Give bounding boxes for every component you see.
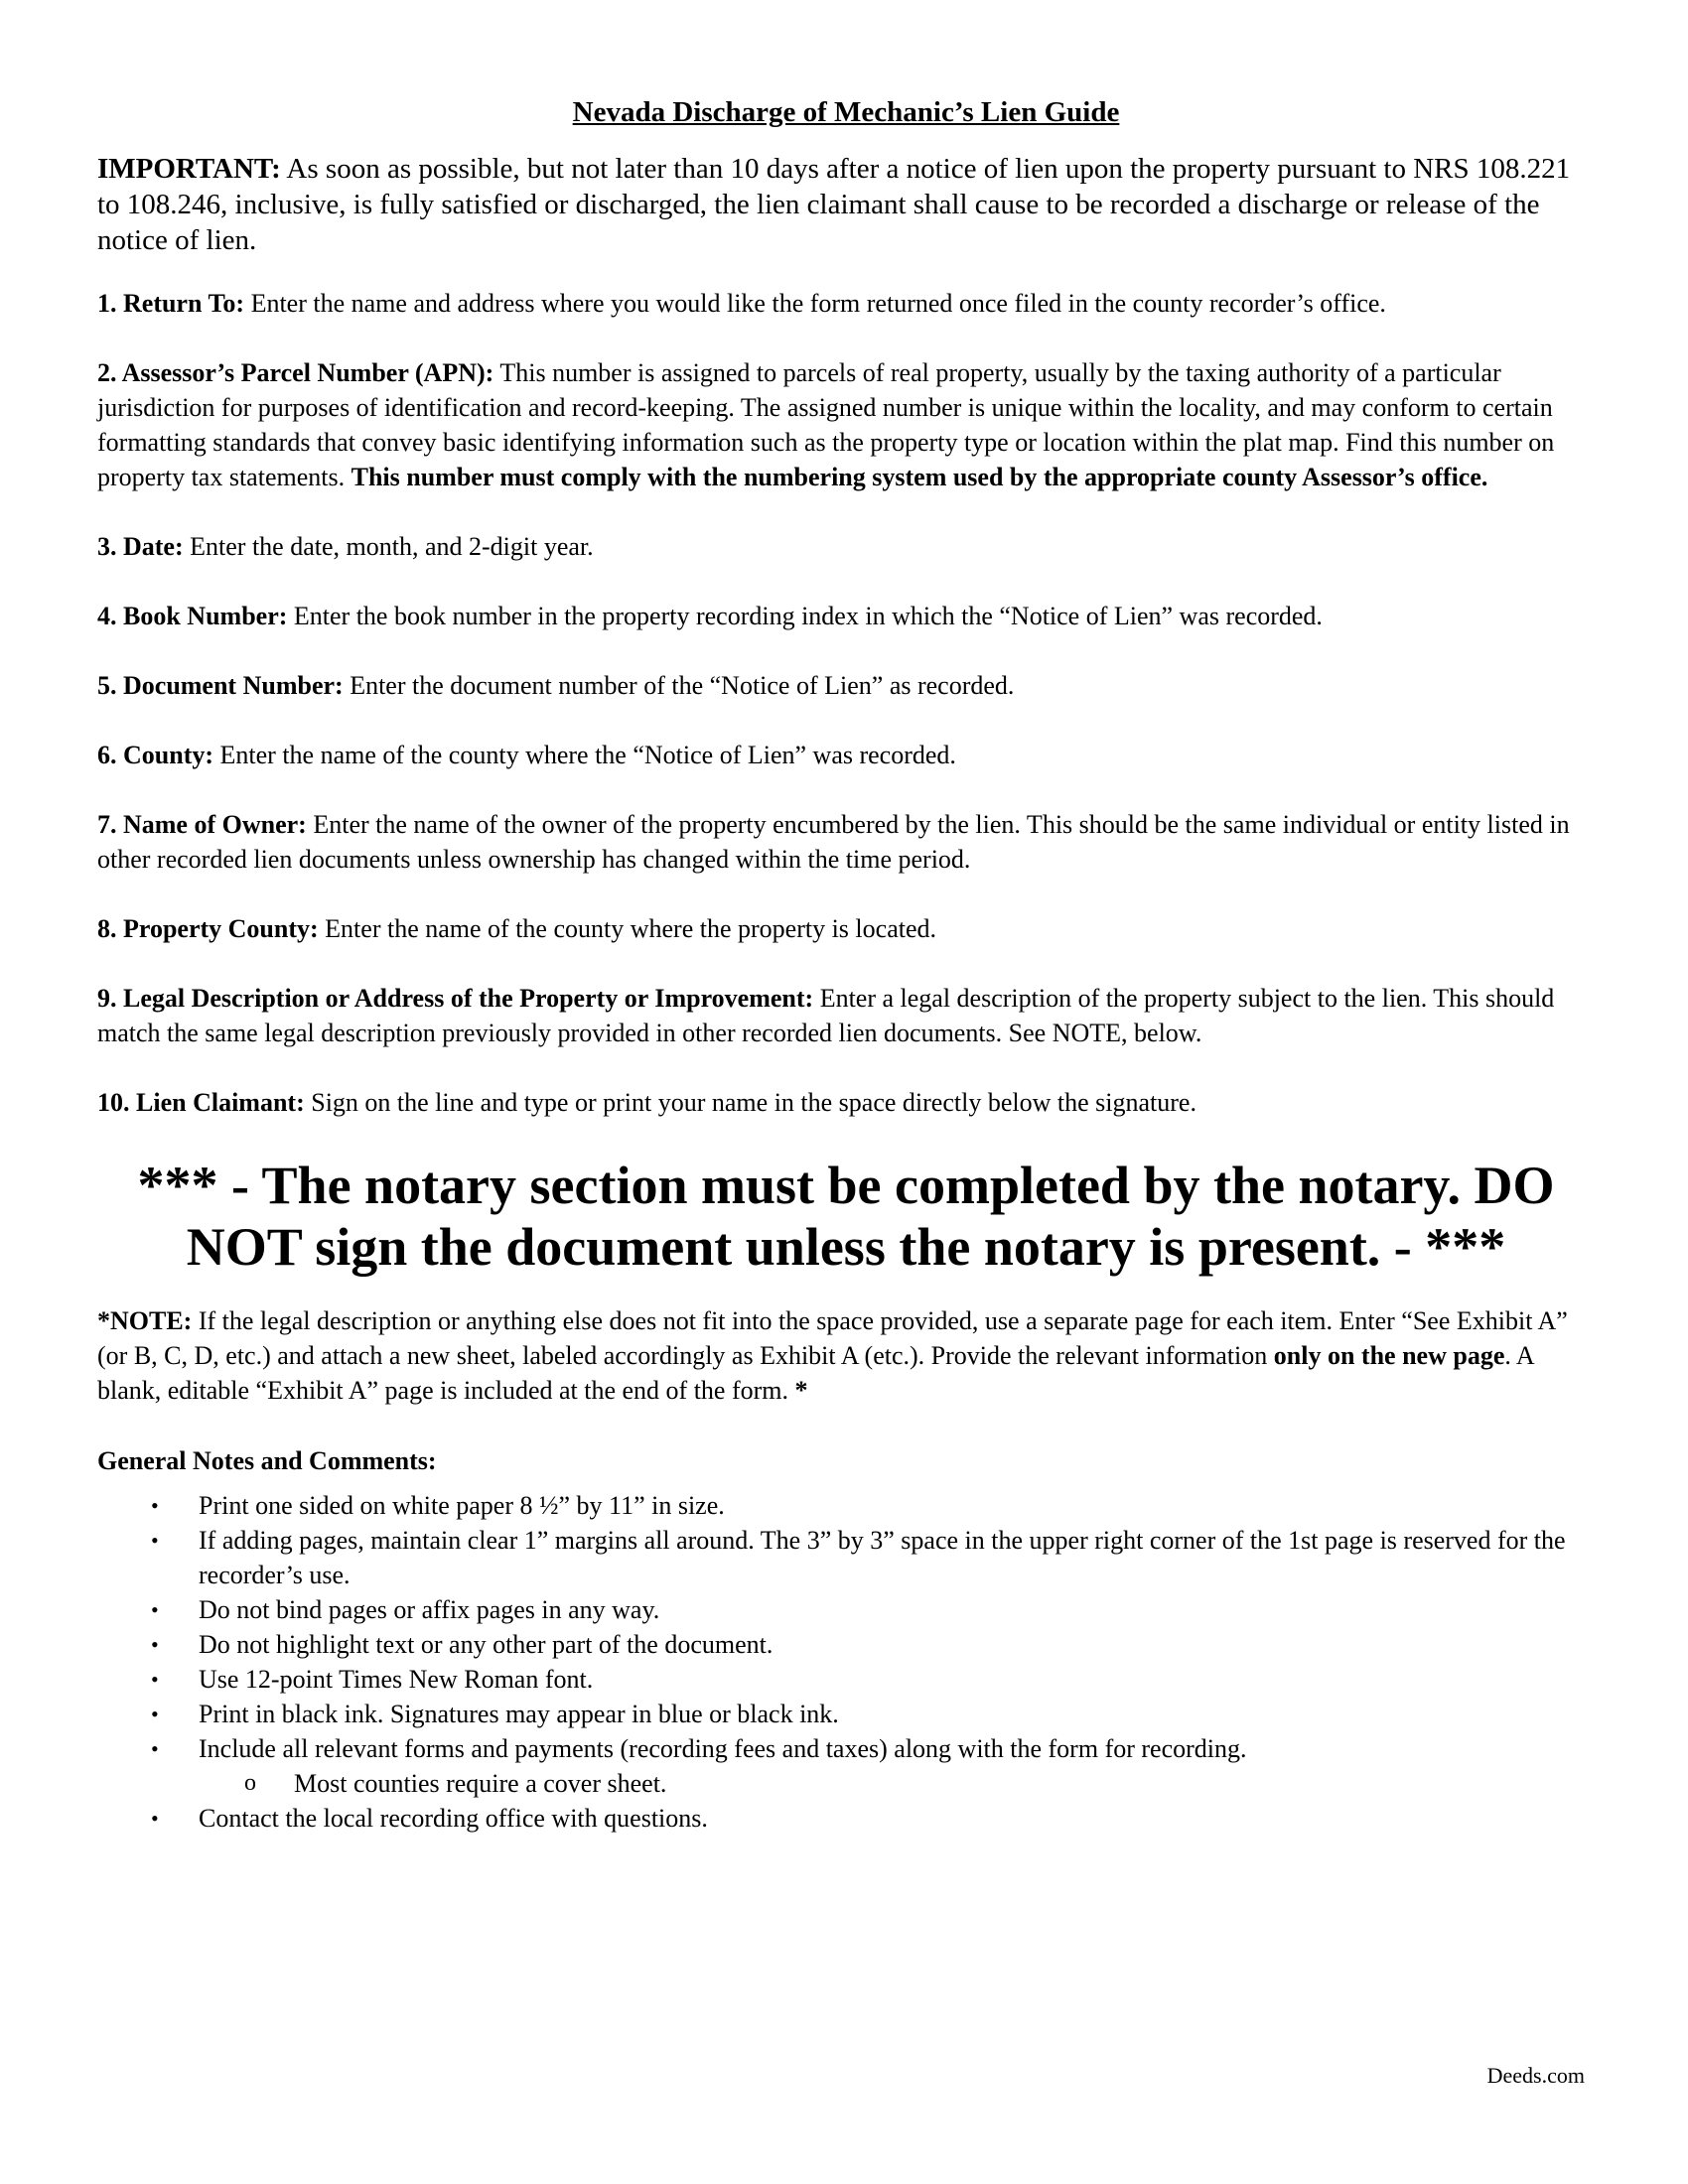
sub-list-item-text: Most counties require a cover sheet. (294, 1769, 667, 1798)
list-item-text: If adding pages, maintain clear 1” margins all around. The 3” by 3” space in the upper right corner of the 1st page is reserved for the recorder’s use. (199, 1526, 1566, 1589)
list-item (97, 1697, 1595, 1731)
list-item-text: Include all relevant forms and payments (recording fees and taxes) along with the form for recording. (199, 1734, 1247, 1763)
item-text: Enter the name of the county where the property is located. (318, 914, 936, 943)
important-text: As soon as possible, but not later than 10 days after a notice of lien upon the property pursuant to NRS 108.221 to 108.246, inclusive, is fully satisfied or discharged, the lien claimant shall cause to be recorded a discharge or release of the notice of lien. (97, 153, 1571, 256)
important-label: IMPORTANT: (97, 153, 281, 185)
item-text: Enter the document number of the “Notice of Lien” as recorded. (343, 671, 1015, 700)
instruction-item-lien-claimant (97, 1085, 1595, 1120)
general-notes-list (97, 1488, 1595, 1766)
item-label: 4. Book Number: (97, 602, 288, 630)
item-text: Enter the name of the owner of the property encumbered by the lien. This should be the same individual or entity listed in other recorded lien documents unless ownership has changed within the time period. (97, 810, 1570, 874)
list-item-text: Use 12-point Times New Roman font. (199, 1665, 594, 1694)
item-label: 2. Assessor’s Parcel Number (APN): (97, 358, 494, 387)
bullet-icon: • (151, 1528, 159, 1553)
list-item (97, 1627, 1595, 1662)
footer-brand: Deeds.com (1486, 2063, 1585, 2088)
item-text: Enter the name and address where you would like the form returned once filed in the county recorder’s office. (244, 289, 1386, 318)
bullet-icon: • (151, 1736, 159, 1761)
general-notes-list-end (97, 1801, 1595, 1836)
item-label: 7. Name of Owner: (97, 810, 307, 839)
note-text-a: If the legal description or anything else does not fit into the space provided, use a separate page for each item. Enter “See Exhibit A” (or B, C, D, etc.) and attach a new sheet, labeled accordingly as Exhibit A (etc.). Provide the relevant information (97, 1306, 1568, 1370)
item-text: Sign on the line and type or print your name in the space directly below the signature. (304, 1088, 1196, 1117)
list-item-text: Contact the local recording office with questions. (199, 1804, 708, 1833)
document-page (97, 95, 1595, 1836)
bullet-icon: • (151, 1493, 159, 1518)
list-item (97, 1662, 1595, 1697)
item-label: 1. Return To: (97, 289, 245, 318)
instruction-item-legal-description (97, 981, 1595, 1050)
list-item (97, 1523, 1595, 1592)
list-item (97, 1731, 1595, 1766)
bullet-icon: • (151, 1667, 159, 1692)
instruction-item-county (97, 738, 1595, 772)
item-text: Enter the date, month, and 2-digit year. (183, 532, 594, 561)
bullet-icon: • (151, 1632, 159, 1657)
item-text: Enter a legal description of the property subject to the lien. This should match the same legal description previously provided in other recorded lien documents. See NOTE, below. (97, 984, 1555, 1047)
instruction-item-book-number (97, 599, 1595, 633)
list-item (97, 1488, 1595, 1523)
note-bold-end: * (794, 1376, 808, 1405)
item-bold-tail: This number must comply with the numbering system used by the appropriate county Assessor’s office. (351, 463, 1488, 491)
item-text: Enter the name of the county where the “Notice of Lien” was recorded. (213, 741, 956, 769)
item-label: 10. Lien Claimant: (97, 1088, 305, 1117)
instruction-item-apn (97, 355, 1595, 494)
note-text-b: . A blank, editable “Exhibit A” page is included at the end of the form. (97, 1341, 1534, 1405)
notary-warning: *** - The notary section must be completed by the notary. DO NOT sign the document unless the notary is present. - *** (137, 1156, 1555, 1277)
list-item (97, 1592, 1595, 1627)
general-notes-heading: General Notes and Comments: (97, 1446, 437, 1475)
bullet-icon: • (151, 1702, 159, 1726)
list-item-text: Print one sided on white paper 8 ½” by 11” in size. (199, 1491, 725, 1520)
item-label: 5. Document Number: (97, 671, 344, 700)
item-label: 6. County: (97, 741, 214, 769)
list-item (97, 1801, 1595, 1836)
bullet-icon: • (151, 1806, 159, 1831)
note-bold-mid: only on the new page (1273, 1341, 1505, 1370)
instruction-item-name-of-owner (97, 807, 1595, 877)
sub-list-item (244, 1766, 1595, 1801)
page-title: Nevada Discharge of Mechanic’s Lien Guide (572, 96, 1120, 128)
instruction-item-return-to (97, 286, 1595, 321)
instruction-item-document-number (97, 668, 1595, 703)
instruction-item-property-county (97, 911, 1595, 946)
item-text: Enter the book number in the property recording index in which the “Notice of Lien” was recorded. (287, 602, 1323, 630)
item-text: This number is assigned to parcels of real property, usually by the taxing authority of a particular jurisdiction for purposes of identification and record-keeping. The assigned number is unique within the locality, and may conform to certain formatting standards that convey basic identifying information such as the property type or location within the plat map. Find this number on property tax statements. (97, 358, 1555, 491)
list-item-text: Do not highlight text or any other part of the document. (199, 1630, 774, 1659)
general-notes-sublist (97, 1766, 1595, 1801)
exhibit-note (97, 1303, 1595, 1408)
item-label: 3. Date: (97, 532, 184, 561)
list-item-text: Print in black ink. Signatures may appear in blue or black ink. (199, 1700, 839, 1728)
item-label: 8. Property County: (97, 914, 319, 943)
item-label: 9. Legal Description or Address of the Property or Improvement: (97, 984, 814, 1013)
circle-bullet-icon: o (244, 1770, 256, 1796)
note-label: *NOTE: (97, 1306, 193, 1335)
important-notice (97, 151, 1595, 258)
list-item-text: Do not bind pages or affix pages in any way. (199, 1595, 660, 1624)
instruction-item-date (97, 529, 1595, 564)
bullet-icon: • (151, 1597, 159, 1622)
